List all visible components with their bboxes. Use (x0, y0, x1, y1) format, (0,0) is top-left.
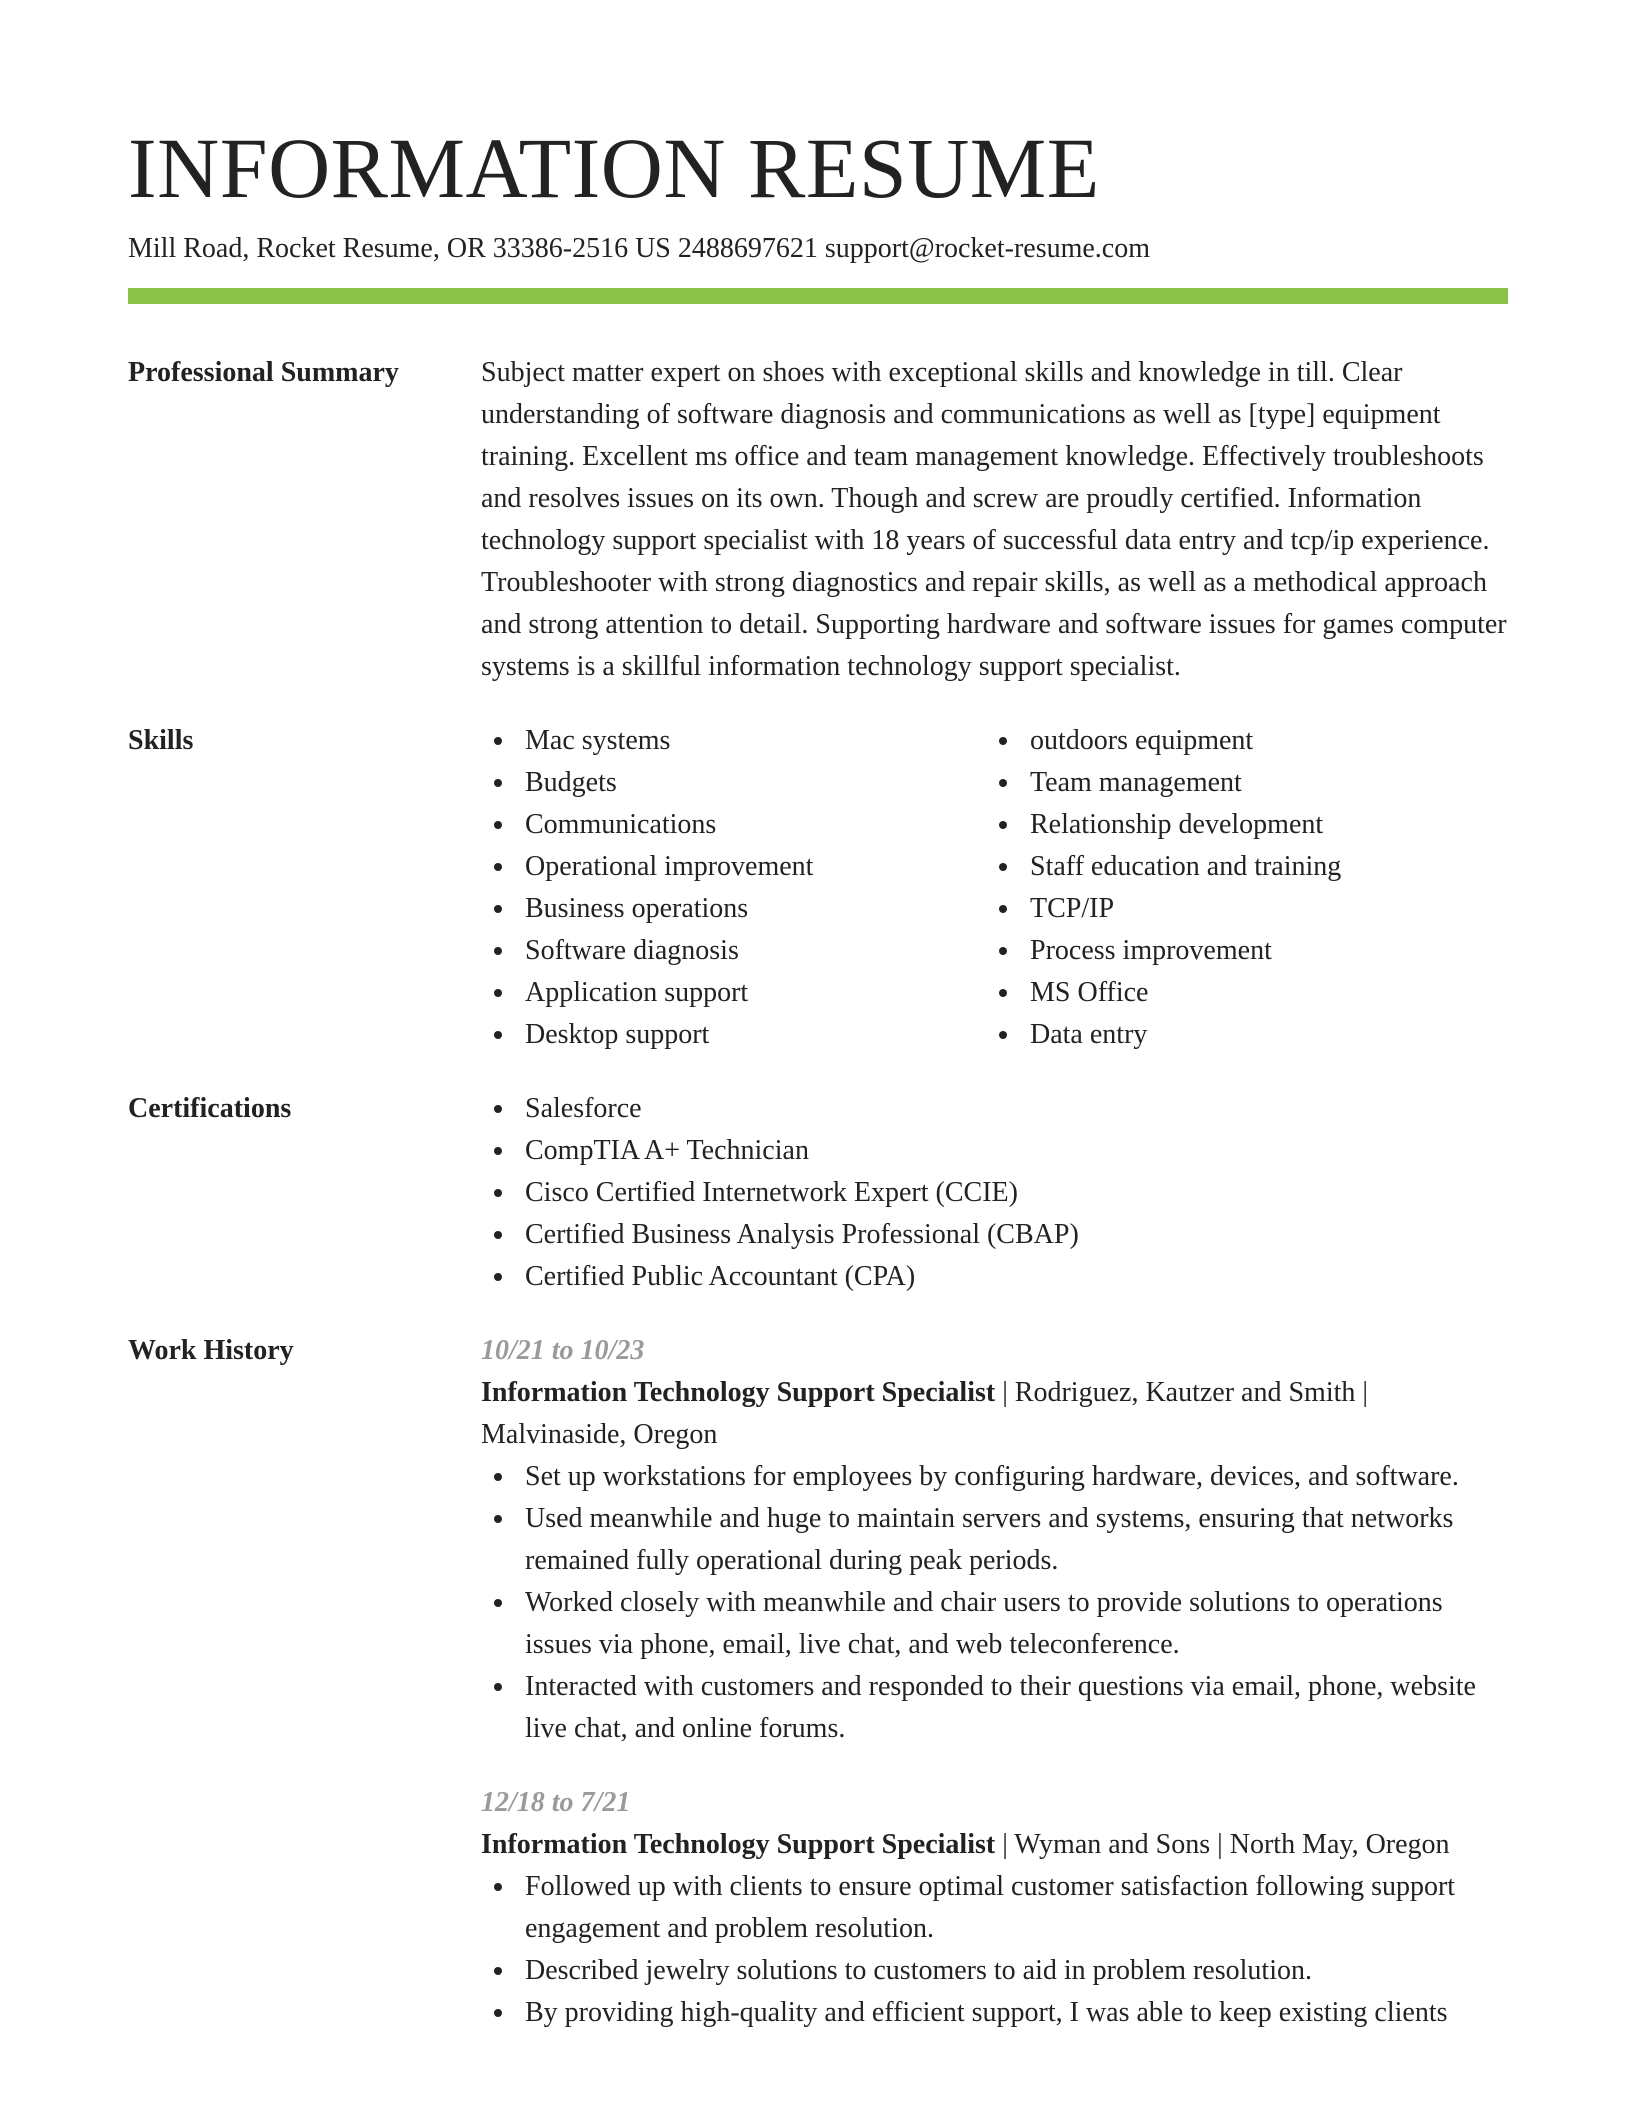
job-dates: 10/21 to 10/23 (481, 1335, 645, 1366)
responsibility-item: Set up workstations for employees by configuring hardware, devices, and software. (481, 1456, 1508, 1498)
certification-item: Certified Public Accountant (CPA) (481, 1256, 1508, 1298)
job-employer-location: | Wyman and Sons | North May, Oregon (995, 1829, 1450, 1860)
section-label-skills: Skills (128, 725, 194, 756)
job-employer-location: | Rodriguez, Kautzer and Smith | Malvinaside, Oregon (481, 1377, 1368, 1450)
skill-item: outdoors equipment (986, 720, 1491, 762)
resume-name: INFORMATION RESUME (128, 120, 1100, 216)
certifications-list (481, 1088, 1508, 1298)
responsibility-item: Followed up with clients to ensure optimal customer satisfaction following support engagement and problem resolution. (481, 1866, 1508, 1950)
job-heading (481, 1372, 1508, 1456)
accent-divider (128, 288, 1508, 304)
skill-item: TCP/IP (986, 888, 1491, 930)
responsibility-item: Described jewelry solutions to customers to aid in problem resolution. (481, 1950, 1508, 1992)
certification-item: Salesforce (481, 1088, 1508, 1130)
section-label-certifications: Certifications (128, 1093, 292, 1124)
resume-page (128, 0, 1508, 2034)
certification-item: Certified Business Analysis Professional (CBAP) (481, 1214, 1508, 1256)
section-label-work-history: Work History (128, 1335, 294, 1366)
certification-item: Cisco Certified Internetwork Expert (CCIE) (481, 1172, 1508, 1214)
job-title: Information Technology Support Specialist (481, 1829, 996, 1860)
skill-item: Mac systems (481, 720, 986, 762)
section-label-summary: Professional Summary (128, 357, 399, 388)
skills-list-right (986, 720, 1491, 1056)
job-entry (481, 1782, 1508, 2034)
skill-item: Application support (481, 972, 986, 1014)
skill-item: Process improvement (986, 930, 1491, 972)
skills-column-left (481, 720, 986, 1056)
job-entry (481, 1330, 1508, 1750)
job-responsibilities (481, 1456, 1508, 1750)
skill-item: Budgets (481, 762, 986, 804)
summary-text: Subject matter expert on shoes with exceptional skills and knowledge in till. Clear understanding of software diagnosis and communications as well as [type] equipment training. Excellent ms office and team management knowledge. Effectively troubleshoots and resolves issues on its own. Though and screw are proudly certified. Information technology support specialist with 18 years of successful data entry and tcp/ip experience. Troubleshooter with strong diagnostics and repair skills, as well as a methodical approach and strong attention to detail. Supporting hardware and software issues for games computer systems is a skillful information technology support specialist. (481, 357, 1507, 682)
certifications-section (128, 1088, 1508, 1298)
skill-item: Operational improvement (481, 846, 986, 888)
professional-summary-section (128, 352, 1508, 688)
job-responsibilities (481, 1866, 1508, 2034)
contact-info: Mill Road, Rocket Resume, OR 33386-2516 US 2488697621 support@rocket-resume.com (128, 233, 1150, 264)
skill-item: Team management (986, 762, 1491, 804)
skills-section (128, 720, 1508, 1056)
skill-item: Desktop support (481, 1014, 986, 1056)
work-history-body (481, 1330, 1508, 2034)
skills-grid (481, 720, 1508, 1056)
responsibility-item: By providing high-quality and efficient support, I was able to keep existing clients (481, 1992, 1508, 2034)
responsibility-item: Used meanwhile and huge to maintain servers and systems, ensuring that networks remained fully operational during peak periods. (481, 1498, 1508, 1582)
skills-list-left (481, 720, 986, 1056)
job-title: Information Technology Support Specialist (481, 1377, 996, 1408)
skills-body (481, 720, 1508, 1056)
skill-item: Relationship development (986, 804, 1491, 846)
job-heading (481, 1824, 1508, 1866)
skill-item: MS Office (986, 972, 1491, 1014)
skill-item: Communications (481, 804, 986, 846)
responsibility-item: Interacted with customers and responded to their questions via email, phone, website live chat, and online forums. (481, 1666, 1508, 1750)
certification-item: CompTIA A+ Technician (481, 1130, 1508, 1172)
responsibility-item: Worked closely with meanwhile and chair users to provide solutions to operations issues via phone, email, live chat, and web teleconference. (481, 1582, 1508, 1666)
skills-column-right (986, 720, 1491, 1056)
skill-item: Software diagnosis (481, 930, 986, 972)
skill-item: Data entry (986, 1014, 1491, 1056)
job-dates: 12/18 to 7/21 (481, 1787, 631, 1818)
skill-item: Business operations (481, 888, 986, 930)
certifications-body (481, 1088, 1508, 1298)
work-history-section (128, 1330, 1508, 2034)
skill-item: Staff education and training (986, 846, 1491, 888)
